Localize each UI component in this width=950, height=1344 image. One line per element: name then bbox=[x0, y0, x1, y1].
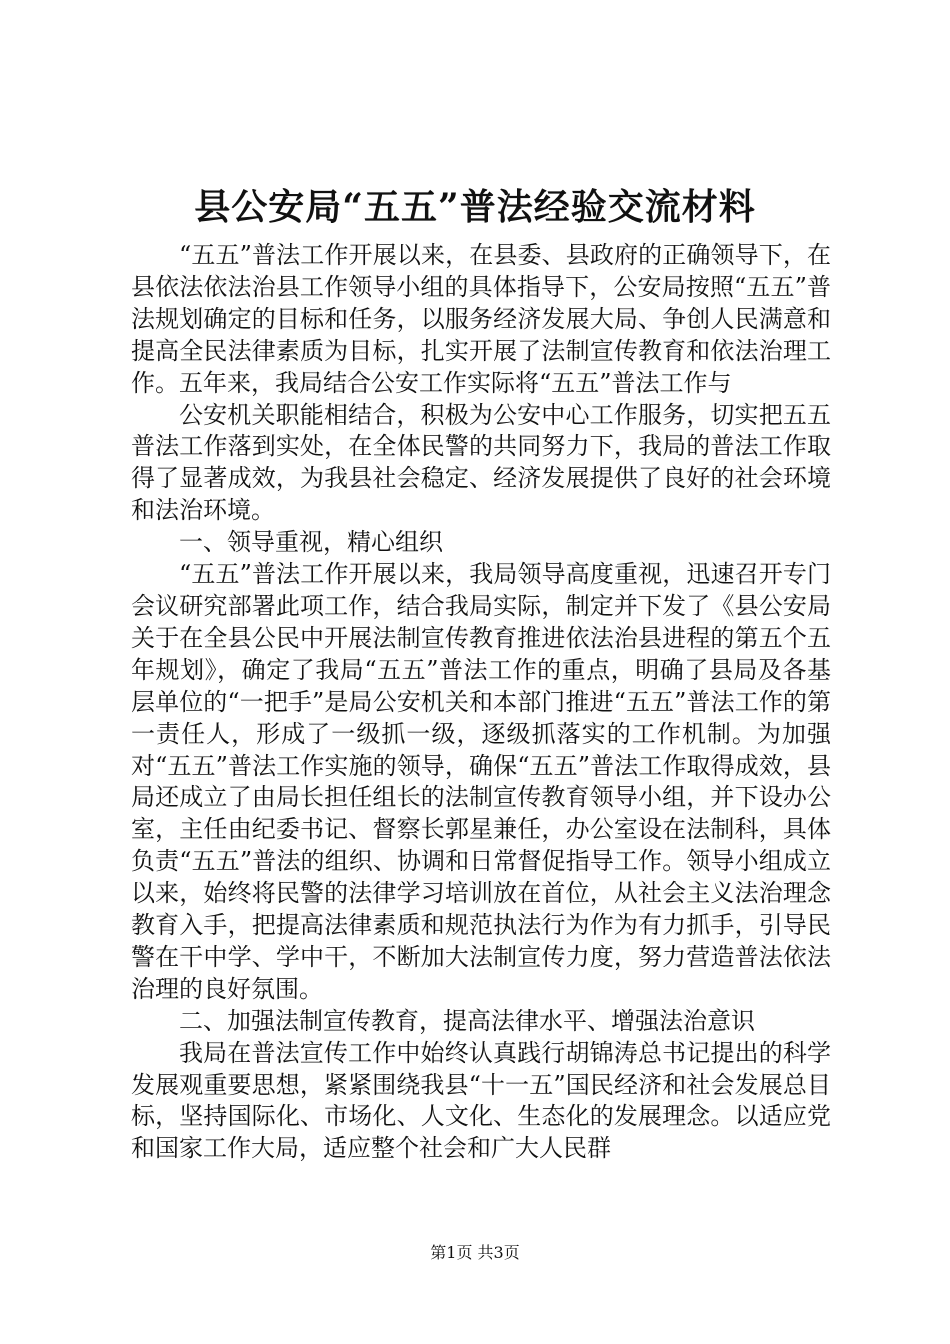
document-title: 县公安局“五五”普法经验交流材料 bbox=[194, 186, 756, 228]
page-number-footer: 第1页 共3页 bbox=[430, 1243, 520, 1262]
paragraph-continuation: 公安机关职能相结合，积极为公安中心工作服务，切实把五五普法工作落到实处，在全体民警的共同努力下，我局的普法工作取得了显著成效，为我县社会稳定、经济发展提供了良好的社会环境和法治环境。 bbox=[131, 400, 831, 525]
paragraph-section-1: “五五”普法工作开展以来，我局领导高度重视，迅速召开专门会议研究部署此项工作，结合我局实际，制定并下发了《县公安局关于在全县公民中开展法制宣传教育推进依法治县进程的第五个五年规划》，确定了我局“五五”普法工作的重点，明确了县局及各基层单位的“一把手”是局公安机关和本部门推进“五五”普法工作的第一责任人，形成了一级抓一级，逐级抓落实的工作机制。为加强对“五五”普法工作实施的领导，确保“五五”普法工作取得成效，县局还成立了由局长担任组长的法制宣传教育领导小组，并下设办公室，主任由纪委书记、督察长郭星兼任，办公室设在法制科，具体负责“五五”普法的组织、协调和日常督促指导工作。领导小组成立以来，始终将民警的法律学习培训放在首位，从社会主义法治理念教育入手，把提高法律素质和规范执法行为作为有力抓手，引导民警在干中学、学中干，不断加大法制宣传力度，努力营造普法依法治理的良好氛围。 bbox=[131, 560, 831, 1003]
paragraph-section-2: 我局在普法宣传工作中始终认真践行胡锦涛总书记提出的科学发展观重要思想，紧紧围绕我县“十一五”国民经济和社会发展总目标，坚持国际化、市场化、人文化、生态化的发展理念。以适应党和国家工作大局，适应整个社会和广大人民群 bbox=[131, 1038, 831, 1163]
section-heading-2: 二、加强法制宣传教育，提高法律水平、增强法治意识 bbox=[179, 1006, 755, 1035]
paragraph-intro: “五五”普法工作开展以来，在县委、县政府的正确领导下，在县依法依法治县工作领导小组的具体指导下，公安局按照“五五”普法规划确定的目标和任务，以服务经济发展大局、争创人民满意和提高全民法律素质为目标，扎实开展了法制宣传教育和依法治理工作。五年来，我局结合公安工作实际将“五五”普法工作与 bbox=[131, 241, 831, 397]
section-heading-1: 一、领导重视，精心组织 bbox=[179, 528, 443, 557]
document-body bbox=[131, 240, 831, 1165]
